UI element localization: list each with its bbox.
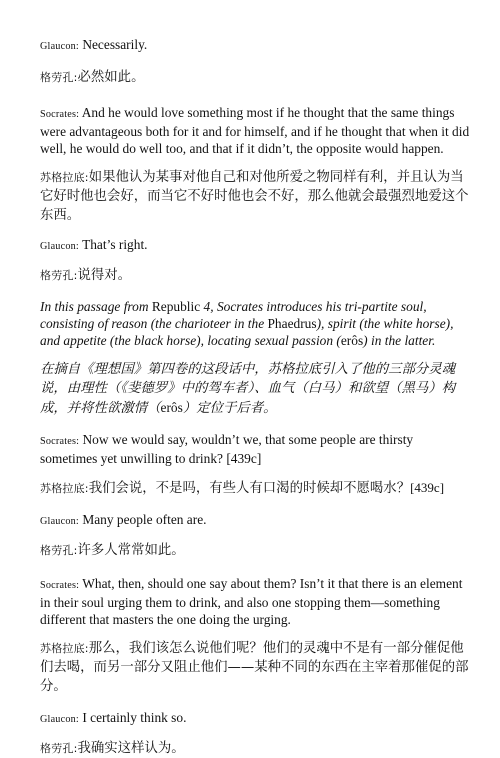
dialogue-text: Now we would say, wouldn’t we, that some people are thirsty sometimes yet unwilling to drink? [439c] bbox=[40, 432, 414, 466]
commentary-text: In this passage from bbox=[40, 299, 152, 314]
speaker-label: 苏格拉底: bbox=[40, 171, 89, 184]
speaker-label: 格劳孔: bbox=[40, 71, 78, 84]
dialogue-text: Many people often are. bbox=[82, 512, 207, 527]
dialogue-line-socrates-zh bbox=[40, 168, 472, 225]
greek-term: erôs bbox=[340, 333, 364, 348]
dialogue-text: 我确实这样认为。 bbox=[77, 741, 185, 756]
dialogue-line-socrates-en bbox=[40, 431, 472, 467]
dialogue-line-glaucon-zh bbox=[40, 739, 472, 758]
commentary-text: ), spirit (the white horse), and appetite (the black horse), locating sexual passion ( bbox=[40, 316, 454, 348]
greek-term: erôs bbox=[160, 400, 183, 415]
dialogue-text: 如果他认为某事对他自己和对他所爱之物同样有利，并且认为当它好时他也会好，而当它不好时他也会不好，那么他就会最强烈地爱这个东西。 bbox=[40, 170, 469, 223]
commentary-text: ）定位于后者。 bbox=[182, 401, 277, 416]
work-title-republic: Republic bbox=[151, 299, 201, 314]
dialogue-line-socrates-en bbox=[40, 575, 472, 628]
dialogue-text: 那么，我们该怎么说他们呢？他们的灵魂中不是有一部分催促他们去喝，而另一部分又阻止他们——某种不同的东西在主宰着那催促的部分。 bbox=[40, 641, 469, 694]
commentary-zh bbox=[40, 360, 472, 418]
dialogue-line-glaucon-en bbox=[40, 709, 472, 728]
speaker-label: 苏格拉底: bbox=[40, 642, 89, 655]
stephanus-reference: [439c] bbox=[410, 480, 445, 495]
dialogue-text: That’s right. bbox=[82, 237, 148, 252]
speaker-label: Socrates: bbox=[40, 436, 80, 447]
dialogue-text: 必然如此。 bbox=[77, 70, 145, 85]
dialogue-text: 许多人常常如此。 bbox=[77, 543, 185, 558]
speaker-label: Glaucon: bbox=[40, 516, 79, 527]
dialogue-line-socrates-zh bbox=[40, 639, 472, 696]
dialogue-text: Necessarily. bbox=[82, 37, 148, 52]
speaker-label: Glaucon: bbox=[40, 241, 79, 252]
speaker-label: Glaucon: bbox=[40, 714, 79, 725]
dialogue-line-glaucon-zh bbox=[40, 266, 472, 285]
dialogue-line-glaucon-en bbox=[40, 511, 472, 530]
speaker-label: 苏格拉底: bbox=[40, 482, 89, 495]
dialogue-line-glaucon-zh bbox=[40, 68, 472, 87]
dialogue-text: 说得对。 bbox=[77, 268, 132, 283]
dialogue-text: What, then, should one say about them? Isn’t it that there is an element in their soul urging them to drink, and also one stopping them—something different that masters the one doing the urging. bbox=[40, 576, 463, 627]
work-title-phaedrus: Phaedrus bbox=[267, 316, 317, 331]
commentary-text: 在摘自《理想国》第四卷的这段话中，苏格拉底引入了他的三部分灵魂说，由理性（《斐德罗》中的驾车者）、血气（白马）和欲望（黑马）构成，并将性欲激情（ bbox=[40, 362, 456, 416]
speaker-label: Socrates: bbox=[40, 109, 80, 120]
speaker-label: Socrates: bbox=[40, 580, 80, 591]
dialogue-text: And he would love something most if he thought that the same things were advantageous both for it and for himself, and if he thought that when it did well, he would do well too, and that if it didn’t, the opposite would happen. bbox=[40, 105, 470, 156]
speaker-label: 格劳孔: bbox=[40, 742, 78, 755]
dialogue-text: 我们会说，不是吗，有些人有口渴的时候却不愿喝水？ bbox=[88, 481, 411, 496]
dialogue-line-glaucon-zh bbox=[40, 541, 472, 560]
commentary-text: 4, Socrates introduces his tri-partite soul, consisting of reason (the charioteer in the bbox=[40, 299, 427, 331]
dialogue-line-glaucon-en bbox=[40, 236, 472, 255]
dialogue-line-socrates-zh bbox=[40, 478, 472, 498]
commentary-en bbox=[40, 298, 472, 349]
speaker-label: 格劳孔: bbox=[40, 269, 78, 282]
speaker-label: Glaucon: bbox=[40, 41, 79, 52]
dialogue-text: I certainly think so. bbox=[82, 710, 187, 725]
dialogue-line-socrates-en bbox=[40, 104, 472, 157]
commentary-text: ) in the latter. bbox=[363, 333, 436, 348]
speaker-label: 格劳孔: bbox=[40, 544, 78, 557]
dialogue-line-glaucon-en bbox=[40, 36, 472, 55]
